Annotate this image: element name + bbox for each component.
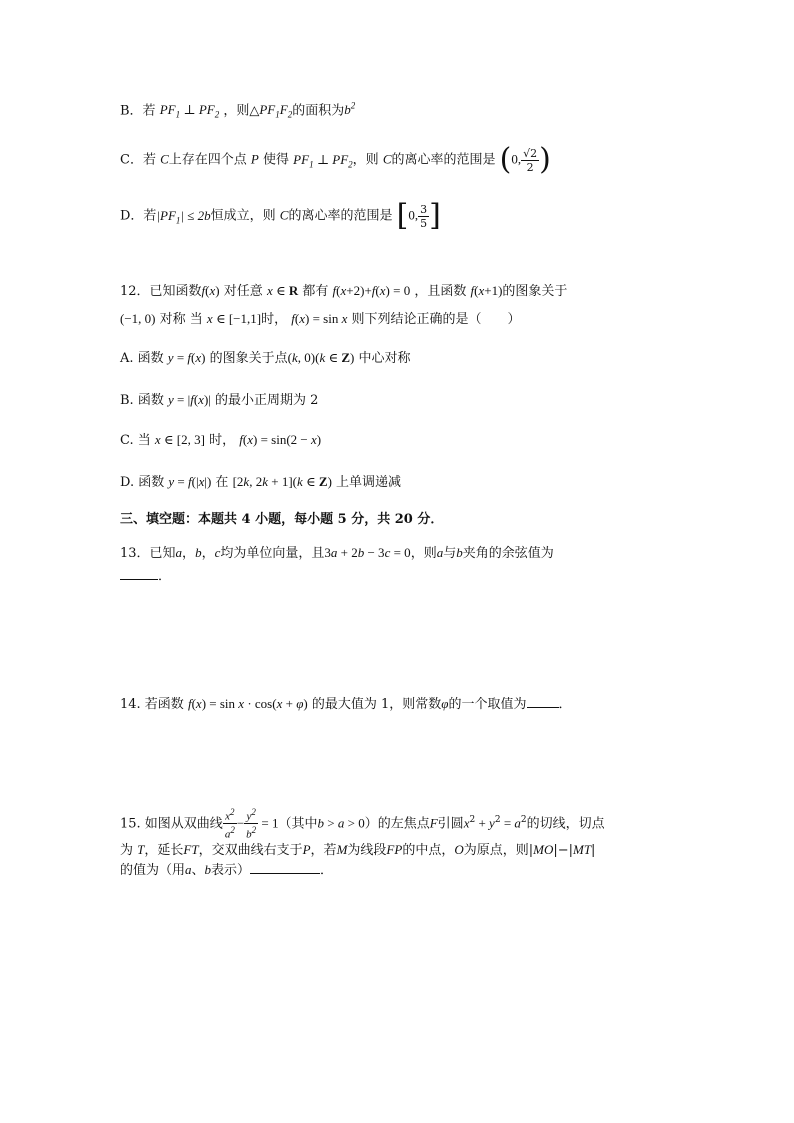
math-frac-sqrt2-over-2: $\frac{√2}{2}$ [523,146,538,174]
q12-option-b: B. 函数 y = |f(x)| 的最小正周期为 2 [120,392,319,408]
math-b2: $b^2$ [344,101,356,118]
q12-stem-line2: (−1, 0) 对称 当 x ∈ [−1,1]时， f(x) = sin x 则下列结论正确的是（ ） [120,311,521,327]
q12-option-c: C. 当 x ∈ [2, 3] 时， f(x) = sin(2 − x) [120,432,322,448]
q13-stem: 13．已知a，b，c均为单位向量，且3a + 2b − 3c = 0，则a与b夹角的余弦值为 [120,545,554,561]
answer-blank[interactable] [527,695,559,708]
math-frac-x2-a2: $\frac{x^2}{a^2}$ [224,806,235,841]
q12-stem-line1: 12．已知函数f(x) 对任意 x ∈ R 都有 f(x+2)+f(x) = 0 ，且函数 f(x+1)的图象关于 [120,283,568,299]
q11-option-b: B．若 $PF_1$ ⊥ $PF_2$ ，则$\triangle PF_1F_2$的面积为$b^2$ [120,101,356,120]
section-3-heading: 三、填空题：本题共 4 小题，每小题 5 分，共 20 分． [120,512,444,527]
q12-option-a: A. 函数 y = f(x) 的图象关于点(k, 0)(k ∈ Z) 中心对称 [120,350,411,366]
math-functional-equation: f [332,283,337,298]
q13-answer-blank: ． [120,567,171,587]
answer-blank[interactable] [120,567,158,580]
math-frac-y2-b2: $\frac{y^2}{b^2}$ [246,806,257,841]
q14-stem: 14. 若函数 f(x) = sin x · cos(x + φ) 的最大值为 1，则常数φ的一个取值为 ． [120,696,572,712]
q15-stem-line3: 的值为（用a、b表示） ． [120,862,334,878]
q15-stem-line1: 15. 如图从双曲线 $\frac{x^2}{a^2}$ − $\frac{y^2}{b^2}$ = 1（其中b > a > 0）的左焦点F引圆$x^2 + y^2 = a^2$的切线，切点 [120,806,605,841]
math-frac-3-over-5: $\frac{3}{5}$ [420,202,428,230]
answer-blank[interactable] [250,861,320,874]
math-pf1f2: $PF_1F_2$ [259,102,293,120]
q15-stem-line2: 为 T，延长FT，交双曲线右支于P，若M为线段FP的中点，O为原点，则|MO|−|MT| [120,842,596,858]
q11-option-c: C．若 C上存在四个点 P 使得 $PF_1$ ⊥ $PF_2$，则 C的离心率的范围是 (0, $\frac{√2}{2}$ ) [120,142,551,177]
math-abs-pf1-le-2b: $|PF_1| \le 2b$ [156,207,211,226]
math-pf1-perp-pf2: $PF_1$ ⊥ $PF_2$ [293,151,353,170]
math-pf1-perp-pf2: $PF_1$ ⊥ $PF_2$ [159,102,220,120]
q11-option-d: D．若$|PF_1| \le 2b$恒成立，则 C的离心率的范围是 [0, $\frac{3}{5}$ ] [120,198,441,233]
q12-option-d: D. 函数 y = f(|x|) 在 [2k, 2k + 1](k ∈ Z) 上单调递减 [120,474,402,490]
